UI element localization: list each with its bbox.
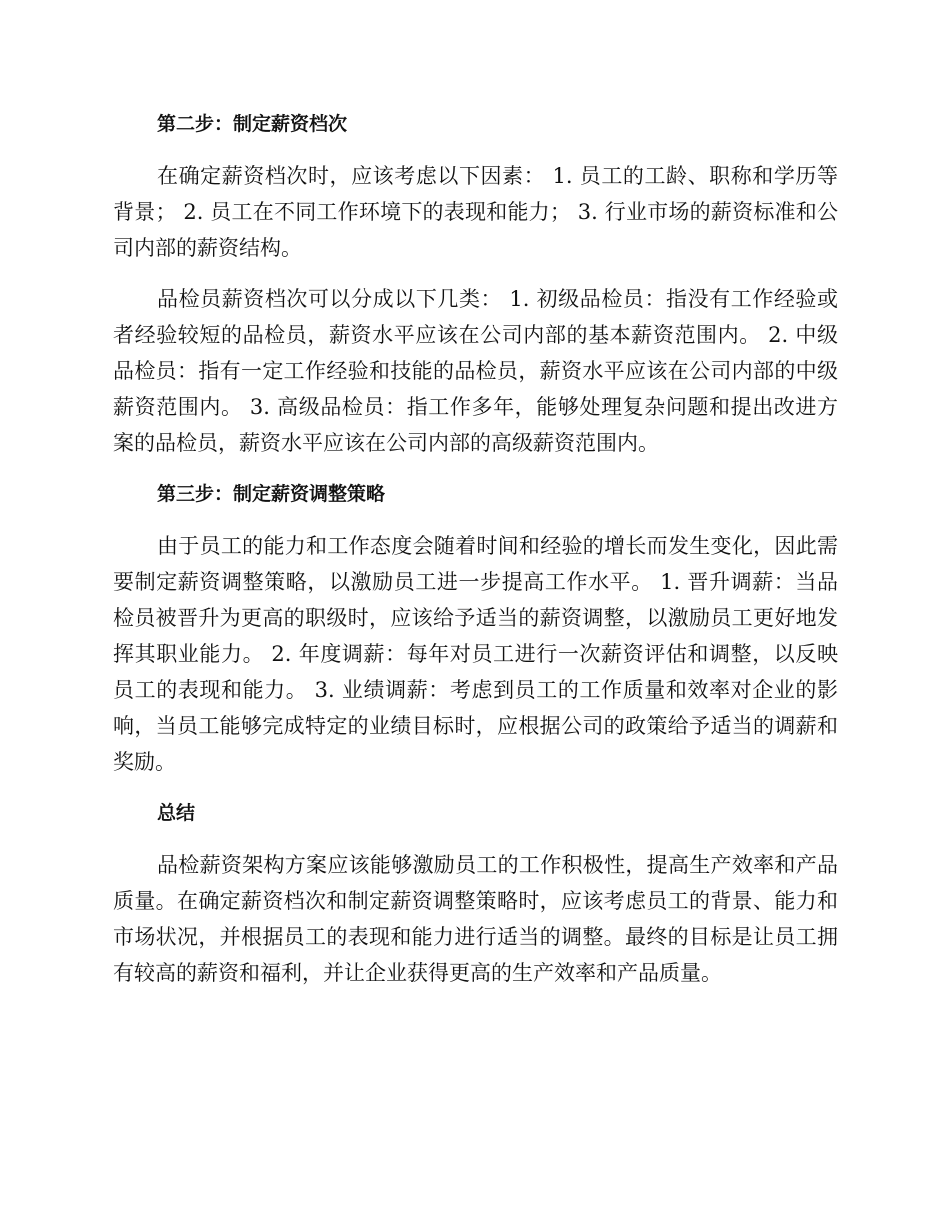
paragraph-levels: 品检员薪资档次可以分成以下几类： 1. 初级品检员：指没有工作经验或者经验较短的品检员，薪资水平应该在公司内部的基本薪资范围内。 2. 中级品检员：指有一定工作经验和技能的品检员，薪资水平应该在公司内部的中级薪资范围内。 3. 高级品检员：指工作多年，能够处理复杂问题和提出改进方案的品检员，薪资水平应该在公司内部的高级薪资范围内。 <box>113 287 838 455</box>
paragraph-summary: 品检薪资架构方案应该能够激励员工的工作积极性，提高生产效率和产品质量。在确定薪资档次和制定薪资调整策略时，应该考虑员工的背景、能力和市场状况，并根据员工的表现和能力进行适当的调整。最终的目标是让员工拥有较高的薪资和福利，并让企业获得更高的生产效率和产品质量。 <box>113 853 838 985</box>
section-heading-step-two: 第二步：制定薪资档次 <box>157 113 348 135</box>
section-heading-summary: 总结 <box>157 802 196 824</box>
document-page <box>113 106 838 1006</box>
paragraph-adjustment: 由于员工的能力和工作态度会随着时间和经验的增长而发生变化，因此需要制定薪资调整策略，以激励员工进一步提高工作水平。 1. 晋升调薪：当品检员被晋升为更高的职级时，应该给予适当的薪资调整，以激励员工更好地发挥其职业能力。 2. 年度调薪：每年对员工进行一次薪资评估和调整，以反映员工的表现和能力。 3. 业绩调薪：考虑到员工的工作质量和效率对企业的影响，当员工能够完成特定的业绩目标时，应根据公司的政策给予适当的调薪和奖励。 <box>113 534 838 774</box>
paragraph-factors: 在确定薪资档次时，应该考虑以下因素： 1. 员工的工龄、职称和学历等背景； 2. 员工在不同工作环境下的表现和能力； 3. 行业市场的薪资标准和公司内部的薪资结构。 <box>113 164 838 260</box>
section-heading-step-three: 第三步：制定薪资调整策略 <box>157 483 386 505</box>
